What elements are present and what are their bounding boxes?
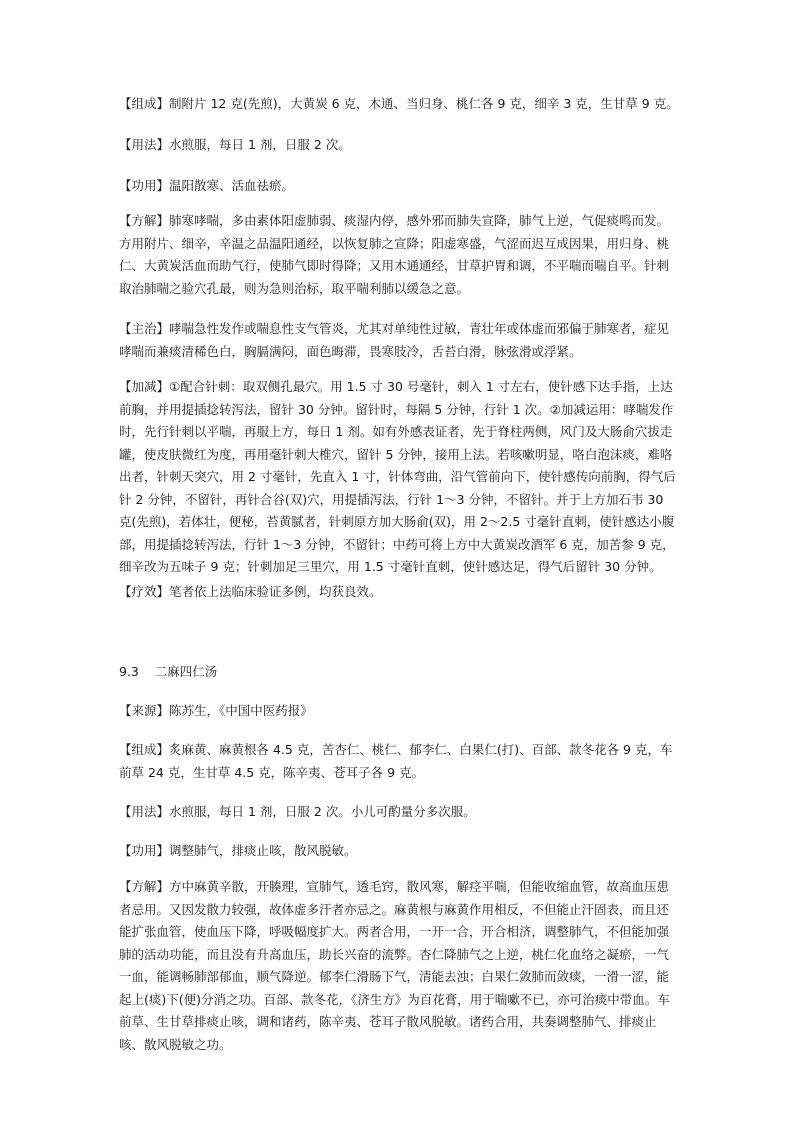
usage-paragraph-2: 【用法】水煎服，每日 1 剂，日服 2 次。小儿可酌量分多次服。	[119, 804, 476, 819]
composition-paragraph: 【组成】制附片 12 克(先煎)，大黄炭 6 克，木通、当归身、桃仁各 9 克，细辛 3 克，生甘草 9 克。	[119, 96, 679, 111]
efficacy-paragraph: 【疗效】笔者依上法临床验证多例，均获良效。	[119, 584, 382, 599]
source-paragraph: 【来源】陈苏生，《中国中医药报》	[119, 703, 313, 718]
section-heading: 9.3 二麻四仁汤	[119, 664, 218, 679]
modification-paragraph: 【加减】①配合针刺：取双侧孔最穴。用 1.5 寸 30 号毫针，刺入 1 寸左右，使针感下达手指，上达前胸，并用提插捻转泻法，留针 30 分钟。留针时，每隔 5 分钟，行针 1 次。②加减运用：哮喘发作时，先行针刺以平喘，再服上方，每日 1 剂。如有外感表证者，先于脊柱两侧，风门及大肠俞穴拔走罐，使皮肤微红为度，再用毫针刺大椎穴，留针 5 分钟，接用上法。若咳嗽明显，咯白泡沫痰，难咯出者，针刺天突穴，用 2 寸毫针，先直入 1 寸，针体弯曲，沿气管前向下，使针感传向前胸，得气后针 2 分钟，不留针，再针合谷(双)穴，用提插泻法，行针 1～3 分钟，不留针。并于上方加石韦 30 克(先煎)，若体壮，便秘，苔黄腻者，针刺原方加大肠俞(双)，用 2～2.5 寸毫针直刺，使针感达小腹部，用提插捻转泻法，行针 1～3 分钟，不留针；中药可将上方中大黄炭改酒军 6 克，加苦参 9 克，细辛改为五味子 9 克；针刺加足三里穴，用 1.5 寸毫针直刺，使针感达足，得气后留针 30 分钟。	[119, 379, 676, 574]
usage-paragraph: 【用法】水煎服，每日 1 剂，日服 2 次。	[119, 137, 351, 152]
function-paragraph-2: 【功用】调整肺气，排痰止咳，散风脱敏。	[119, 843, 357, 858]
explanation-paragraph: 【方解】肺寒哮喘，多由素体阳虚肺弱、痰湿内停，感外邪而肺失宣降，肺气上逆，气促痰鸣而发。方用附片、细辛，辛温之品温阳通经，以恢复肺之宣降；阳虚寒盛，气涩而迟互成因果，用归身、桃仁、大黄炭活血而助气行，使肺气即时得降；又用木通通经，甘草护胃和调，不平喘而喘自平。针刺取治肺喘之验穴孔最，则为急则治标，取平喘利肺以缓急之意。	[119, 213, 670, 296]
function-paragraph: 【功用】温阳散寒、活血祛瘀。	[119, 178, 295, 193]
indication-paragraph: 【主治】哮喘急性发作或喘息性支气管炎，尤其对单纯性过敏，青壮年或体虚而邪偏于肺寒者，症见哮喘而兼痰清稀色白，胸膈满闷，面色晦滞，畏寒肢冷，舌苔白滑，脉弦滑或浮紧。	[119, 321, 670, 359]
explanation-paragraph-2: 【方解】方中麻黄辛散，开腠理，宣肺气，透毛窍，散风寒，解痉平喘，但能收缩血管，故高血压患者忌用。又因发散力较强，故体虚多汗者亦忌之。麻黄根与麻黄作用相反，不但能止汗固表，而且还能扩张血管，使血压下降，呼吸幅度扩大。两者合用，一开一合，开合相济，调整肺气，不但能加强肺的活动功能，而且没有升高血压，助长兴奋的流弊。杏仁降肺气之上逆，桃仁化血络之凝瘀，一气一血，能调畅肺部郁血，顺气降逆。郁李仁滑肠下气，清能去浊；白果仁敛肺而敛痰，一滑一涩，能起上(痰)下(便)分消之功。百部、款冬花，《济生方》为百花膏，用于喘嗽不已，亦可治痰中带血。车前草、生甘草排痰止咳，调和诸药，陈辛夷、苍耳子散风脱敏。诸药合用，共奏调整肺气、排痰止咳、散风脱敏之功。	[119, 879, 670, 1052]
composition-paragraph-2: 【组成】炙麻黄、麻黄根各 4.5 克，苦杏仁、桃仁、郁李仁、白果仁(打)、百部、款冬花各 9 克，车前草 24 克，生甘草 4.5 克，陈辛夷、苍耳子各 9 克。	[119, 742, 673, 780]
